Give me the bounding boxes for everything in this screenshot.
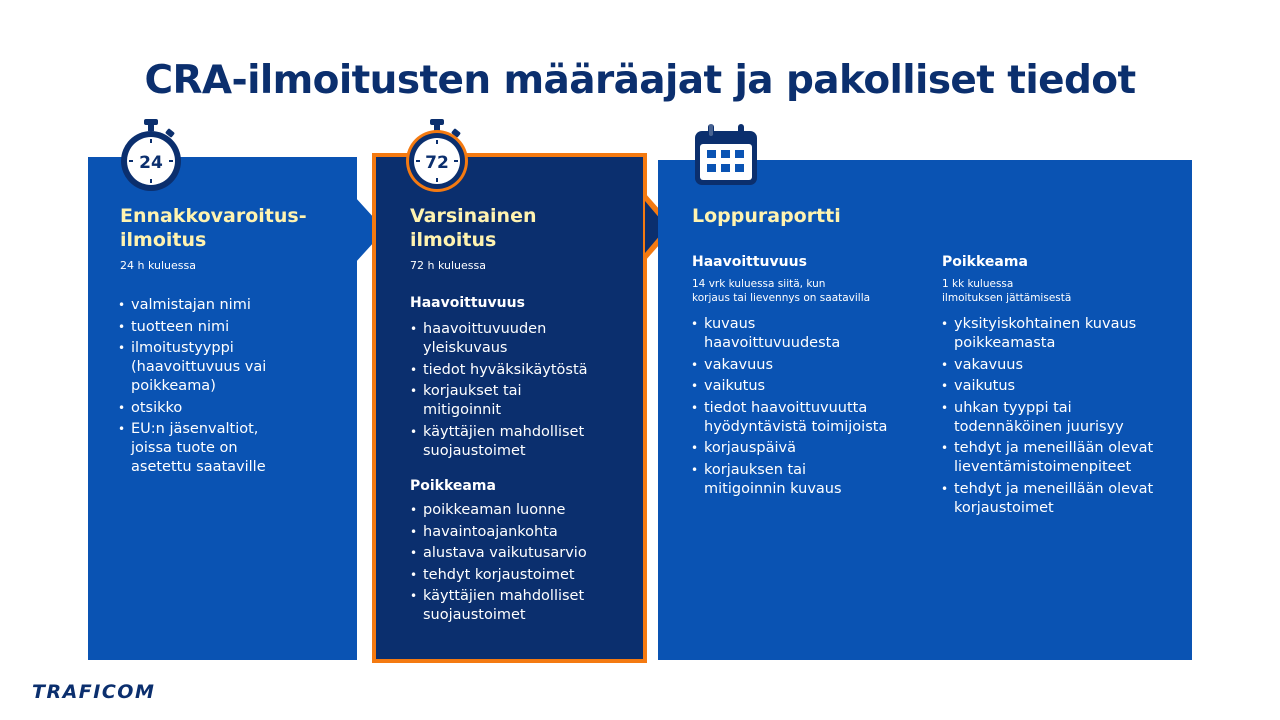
list-item: • tehdyt ja meneillään olevat korjaustoimet: [941, 480, 1164, 518]
bullet-list: [691, 315, 906, 501]
panel-heading: Varsinainen ilmoitus: [410, 205, 537, 251]
list-item: • poikkeaman luonne: [410, 501, 635, 520]
list-item: • alustava vaikutusarvio: [410, 544, 635, 563]
panel-subtitle: 24 h kuluessa: [120, 259, 196, 272]
list-item: • EU:n jäsenvaltiot, joissa tuote on asetettu saataville: [118, 420, 291, 477]
list-item: • korjauksen tai mitigoinnin kuvaus: [691, 461, 874, 499]
section-heading: Poikkeama: [410, 478, 496, 494]
section-heading: Haavoittuvuus: [410, 295, 525, 311]
list-item: • valmistajan nimi: [118, 296, 333, 315]
list-item: • haavoittuvuuden yleiskuvaus: [410, 320, 573, 358]
list-item: • käyttäjien mahdolliset suojaustoimet: [410, 587, 623, 625]
bullet-list: [410, 501, 635, 628]
traficom-logo: TRAFICOM: [32, 681, 156, 703]
stopwatch-label: 24: [139, 153, 163, 173]
list-item: • havaintoajankohta: [410, 523, 635, 542]
section-subtitle: 14 vrk kuluessa siitä, kun korjaus tai lievennys on saatavilla: [692, 278, 871, 304]
list-item: • tehdyt korjaustoimet: [410, 566, 635, 585]
page-title: CRA-ilmoitusten määräajat ja pakolliset tiedot: [144, 58, 1136, 103]
calendar-icon: [694, 124, 758, 186]
list-item: • korjaukset tai mitigoinnit: [410, 382, 543, 420]
bullet-list: [118, 296, 333, 480]
stopwatch-icon: [404, 118, 470, 192]
list-item: • käyttäjien mahdolliset suojaustoimet: [410, 423, 623, 461]
list-item: • uhkan tyyppi tai todennäköinen juurisyy: [941, 399, 1174, 437]
stopwatch-icon: [118, 118, 184, 192]
list-item: • tiedot haavoittuvuutta hyödyntävistä toimijoista: [691, 399, 894, 437]
bullet-list: [410, 320, 625, 463]
list-item: • tuotteen nimi: [118, 318, 333, 337]
panel-subtitle: 72 h kuluessa: [410, 259, 486, 272]
section-subtitle: 1 kk kuluessa ilmoituksen jättämisestä: [942, 278, 1072, 304]
list-item: • kuvaus haavoittuvuudesta: [691, 315, 864, 353]
list-item: • vaikutus: [691, 377, 906, 396]
section-heading: Poikkeama: [942, 254, 1028, 270]
list-item: • korjauspäivä: [691, 439, 906, 458]
list-item: • otsikko: [118, 399, 333, 418]
list-item: • tiedot hyväksikäytöstä: [410, 361, 625, 380]
list-item: • vaikutus: [941, 377, 1181, 396]
list-item: • yksityiskohtainen kuvaus poikkeamasta: [941, 315, 1194, 353]
list-item: • vakavuus: [941, 356, 1181, 375]
panel-heading: Loppuraportti: [692, 205, 841, 227]
stopwatch-label: 72: [425, 153, 449, 173]
list-item: • vakavuus: [691, 356, 906, 375]
list-item: • ilmoitustyyppi (haavoittuvuus vai poikkeama): [118, 339, 286, 396]
section-heading: Haavoittuvuus: [692, 254, 807, 270]
list-item: • tehdyt ja meneillään olevat lieventämistoimenpiteet: [941, 439, 1179, 477]
bullet-list: [941, 315, 1181, 520]
panel-heading: Ennakkovaroitus- ilmoitus: [120, 205, 307, 251]
